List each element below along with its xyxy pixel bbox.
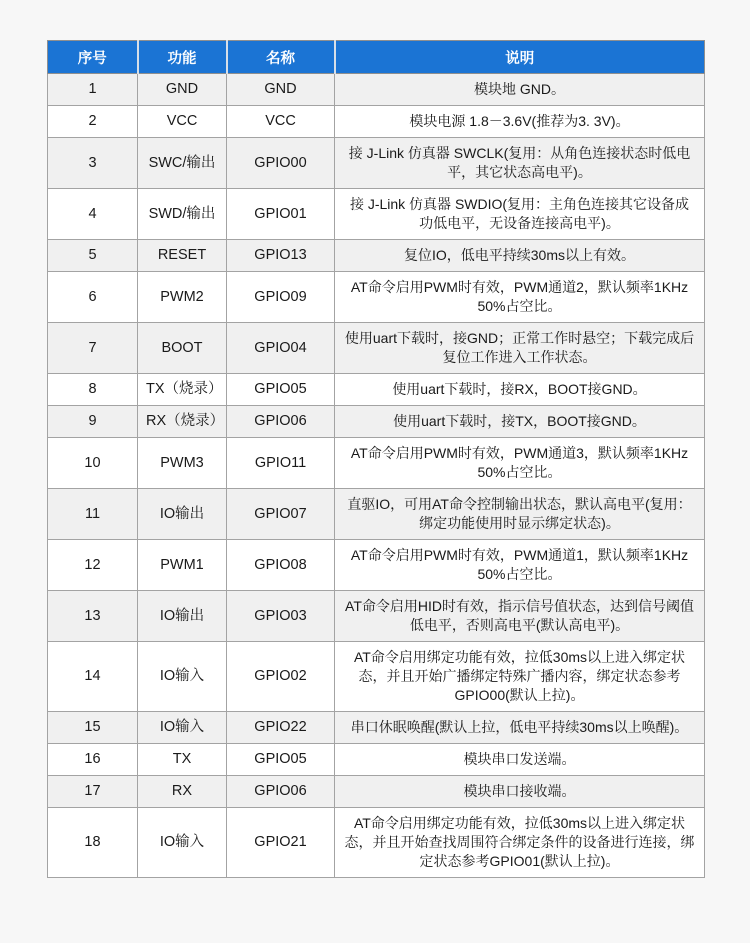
- cell-pin-number: 17: [48, 776, 138, 808]
- cell-pin-function: BOOT: [138, 323, 227, 374]
- cell-pin-description: 模块串口发送端。: [335, 744, 705, 776]
- pin-table-body: [48, 74, 705, 878]
- cell-pin-name: GPIO02: [227, 642, 335, 712]
- cell-pin-name: GPIO03: [227, 591, 335, 642]
- cell-pin-function: RX（烧录）: [138, 406, 227, 438]
- cell-pin-name: GPIO04: [227, 323, 335, 374]
- cell-pin-function: SWD/输出: [138, 189, 227, 240]
- cell-pin-name: GPIO22: [227, 712, 335, 744]
- column-header-function: 功能: [138, 41, 227, 74]
- cell-pin-function: PWM2: [138, 272, 227, 323]
- cell-pin-name: GPIO11: [227, 438, 335, 489]
- column-header-number: 序号: [48, 41, 138, 74]
- cell-pin-name: GPIO09: [227, 272, 335, 323]
- cell-pin-name: VCC: [227, 106, 335, 138]
- cell-pin-number: 15: [48, 712, 138, 744]
- cell-pin-number: 11: [48, 489, 138, 540]
- pin-description-table-container: [47, 40, 705, 878]
- cell-pin-name: GPIO08: [227, 540, 335, 591]
- cell-pin-description: AT命令启用绑定功能有效，拉低30ms以上进入绑定状态，并且开始查找周围符合绑定条件的设备进行连接，绑定状态参考GPIO01(默认上拉)。: [335, 808, 705, 878]
- cell-pin-name: GND: [227, 74, 335, 106]
- cell-pin-function: RX: [138, 776, 227, 808]
- cell-pin-description: 使用uart下载时，接TX，BOOT接GND。: [335, 406, 705, 438]
- cell-pin-description: AT命令启用PWM时有效，PWM通道3，默认频率1KHz 50%占空比。: [335, 438, 705, 489]
- cell-pin-number: 14: [48, 642, 138, 712]
- cell-pin-description: 使用uart下载时，接GND；正常工作时悬空；下载完成后复位工作进入工作状态。: [335, 323, 705, 374]
- table-header-row: [48, 41, 705, 74]
- cell-pin-function: IO输出: [138, 489, 227, 540]
- table-row: [48, 138, 705, 189]
- cell-pin-number: 8: [48, 374, 138, 406]
- cell-pin-description: 复位IO，低电平持续30ms以上有效。: [335, 240, 705, 272]
- cell-pin-name: GPIO21: [227, 808, 335, 878]
- cell-pin-description: AT命令启用PWM时有效，PWM通道1，默认频率1KHz 50%占空比。: [335, 540, 705, 591]
- cell-pin-name: GPIO06: [227, 776, 335, 808]
- cell-pin-description: 接 J-Link 仿真器 SWCLK(复用：从角色连接状态时低电平，其它状态高电平)。: [335, 138, 705, 189]
- table-row: [48, 272, 705, 323]
- table-row: [48, 642, 705, 712]
- cell-pin-function: TX: [138, 744, 227, 776]
- cell-pin-function: IO输入: [138, 642, 227, 712]
- table-row: [48, 240, 705, 272]
- table-row: [48, 744, 705, 776]
- cell-pin-number: 10: [48, 438, 138, 489]
- cell-pin-function: VCC: [138, 106, 227, 138]
- cell-pin-description: 接 J-Link 仿真器 SWDIO(复用：主角色连接其它设备成功低电平，无设备连接高电平)。: [335, 189, 705, 240]
- cell-pin-number: 6: [48, 272, 138, 323]
- cell-pin-number: 7: [48, 323, 138, 374]
- column-header-name: 名称: [227, 41, 335, 74]
- table-row: [48, 106, 705, 138]
- cell-pin-name: GPIO01: [227, 189, 335, 240]
- cell-pin-number: 9: [48, 406, 138, 438]
- table-row: [48, 489, 705, 540]
- table-row: [48, 808, 705, 878]
- cell-pin-function: TX（烧录）: [138, 374, 227, 406]
- cell-pin-function: IO输入: [138, 808, 227, 878]
- cell-pin-function: PWM1: [138, 540, 227, 591]
- cell-pin-number: 2: [48, 106, 138, 138]
- cell-pin-name: GPIO00: [227, 138, 335, 189]
- cell-pin-number: 3: [48, 138, 138, 189]
- cell-pin-number: 5: [48, 240, 138, 272]
- column-header-description: 说明: [335, 41, 705, 74]
- cell-pin-description: 串口休眠唤醒(默认上拉，低电平持续30ms以上唤醒)。: [335, 712, 705, 744]
- cell-pin-number: 16: [48, 744, 138, 776]
- cell-pin-description: 模块地 GND。: [335, 74, 705, 106]
- cell-pin-function: PWM3: [138, 438, 227, 489]
- table-row: [48, 406, 705, 438]
- pin-description-table: [47, 40, 705, 878]
- table-row: [48, 74, 705, 106]
- cell-pin-description: 使用uart下载时，接RX，BOOT接GND。: [335, 374, 705, 406]
- cell-pin-function: IO输出: [138, 591, 227, 642]
- cell-pin-number: 18: [48, 808, 138, 878]
- cell-pin-number: 12: [48, 540, 138, 591]
- table-row: [48, 189, 705, 240]
- cell-pin-name: GPIO06: [227, 406, 335, 438]
- table-row: [48, 540, 705, 591]
- table-row: [48, 374, 705, 406]
- table-row: [48, 712, 705, 744]
- cell-pin-name: GPIO05: [227, 744, 335, 776]
- table-row: [48, 591, 705, 642]
- table-header: [48, 41, 705, 74]
- cell-pin-number: 1: [48, 74, 138, 106]
- cell-pin-description: 模块电源 1.8－3.6V(推荐为3. 3V)。: [335, 106, 705, 138]
- cell-pin-function: IO输入: [138, 712, 227, 744]
- cell-pin-number: 4: [48, 189, 138, 240]
- cell-pin-function: GND: [138, 74, 227, 106]
- cell-pin-description: 模块串口接收端。: [335, 776, 705, 808]
- table-row: [48, 438, 705, 489]
- cell-pin-description: AT命令启用PWM时有效，PWM通道2，默认频率1KHz 50%占空比。: [335, 272, 705, 323]
- table-row: [48, 776, 705, 808]
- cell-pin-function: RESET: [138, 240, 227, 272]
- table-row: [48, 323, 705, 374]
- cell-pin-name: GPIO13: [227, 240, 335, 272]
- cell-pin-description: AT命令启用HID时有效，指示信号值状态，达到信号阈值低电平，否则高电平(默认高电平)。: [335, 591, 705, 642]
- cell-pin-description: AT命令启用绑定功能有效，拉低30ms以上进入绑定状态，并且开始广播绑定特殊广播内容，绑定状态参考GPIO00(默认上拉)。: [335, 642, 705, 712]
- cell-pin-description: 直驱IO，可用AT命令控制输出状态，默认高电平(复用：绑定功能使用时显示绑定状态)。: [335, 489, 705, 540]
- cell-pin-function: SWC/输出: [138, 138, 227, 189]
- cell-pin-name: GPIO05: [227, 374, 335, 406]
- cell-pin-number: 13: [48, 591, 138, 642]
- cell-pin-name: GPIO07: [227, 489, 335, 540]
